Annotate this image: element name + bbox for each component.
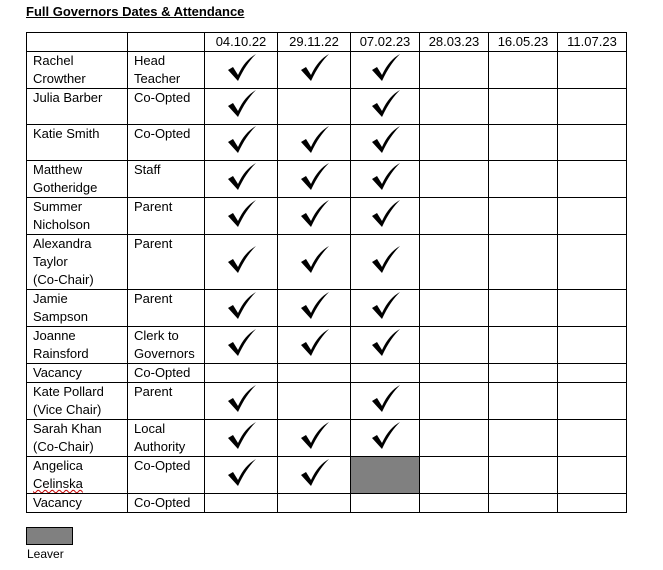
attendance-cell [351,290,420,327]
governor-role-cell [128,52,205,89]
governor-name: Angelica [33,458,83,473]
attendance-cell-empty [558,52,627,89]
attendance-cell-empty [351,364,420,383]
checkmark-icon [224,89,258,119]
attendance-cell-empty [278,383,351,420]
governor-name: Rachel [33,53,74,68]
governor-role: Governors [134,346,195,361]
attendance-cell-empty [420,161,489,198]
governor-role-cell [128,125,205,161]
attendance-cell-empty [489,383,558,420]
checkmark-icon [368,89,402,119]
attendance-cell [205,383,278,420]
checkmark-icon [224,384,258,414]
attendance-cell-empty [558,89,627,125]
attendance-cell-empty [420,198,489,235]
governor-name-cell [27,383,128,420]
attendance-cell-empty [420,290,489,327]
date-header: 28.03.23 [420,33,489,52]
governor-name: Nicholson [33,217,91,232]
attendance-cell-empty [489,457,558,494]
attendance-cell-empty [489,327,558,364]
checkmark-icon [297,328,331,358]
attendance-cell [278,52,351,89]
checkmark-icon [224,328,258,358]
checkmark-icon [224,458,258,488]
attendance-cell-empty [489,125,558,161]
attendance-cell [205,327,278,364]
attendance-cell-empty [558,327,627,364]
date-header: 29.11.22 [278,33,351,52]
governor-role: Parent [134,199,173,214]
checkmark-icon [224,245,258,275]
attendance-cell [278,327,351,364]
governor-role: Co-Opted [134,458,191,473]
governor-role: Parent [134,291,173,306]
attendance-cell [351,420,420,457]
governor-role-cell [128,457,205,494]
date-header: 04.10.22 [205,33,278,52]
governor-name-cell [27,235,128,290]
attendance-cell [278,161,351,198]
attendance-cell-empty [420,383,489,420]
date-header: 16.05.23 [489,33,558,52]
checkmark-icon [368,199,402,229]
governor-name-cell [27,457,128,494]
governor-name: Jamie [33,291,68,306]
attendance-cell-empty [558,161,627,198]
attendance-cell-empty [558,235,627,290]
attendance-cell [205,290,278,327]
attendance-cell-empty [489,52,558,89]
governor-name: Matthew [33,162,83,177]
governor-role: Teacher [134,71,181,86]
attendance-cell-empty [489,494,558,513]
attendance-cell [351,89,420,125]
attendance-cell [351,161,420,198]
attendance-cell [278,290,351,327]
table-row [27,364,627,383]
attendance-cell-empty [420,327,489,364]
attendance-cell-empty [420,494,489,513]
attendance-cell-empty [278,494,351,513]
governor-name: Summer [33,199,83,214]
attendance-cell-empty [351,494,420,513]
attendance-cell-empty [558,364,627,383]
attendance-cell [351,198,420,235]
attendance-cell-empty [489,89,558,125]
checkmark-icon [224,421,258,451]
attendance-cell [205,235,278,290]
checkmark-icon [368,421,402,451]
attendance-cell-empty [278,364,351,383]
governor-name-cell [27,420,128,457]
attendance-cell [205,198,278,235]
attendance-cell-empty [489,198,558,235]
attendance-cell-empty [420,52,489,89]
governor-role: Parent [134,384,173,399]
date-header: 11.07.23 [558,33,627,52]
attendance-cell [351,125,420,161]
attendance-cell [205,457,278,494]
table-row [27,161,627,198]
checkmark-icon [224,53,258,83]
attendance-cell [205,125,278,161]
attendance-cell [278,235,351,290]
checkmark-icon [368,291,402,321]
table-row [27,235,627,290]
checkmark-icon [297,162,331,192]
governor-role-cell [128,290,205,327]
governor-role: Authority [134,439,186,454]
governor-name-cell [27,125,128,161]
attendance-cell-empty [558,198,627,235]
checkmark-icon [297,458,331,488]
table-row [27,383,627,420]
governor-role: Co-Opted [134,90,191,105]
governor-name: Katie Smith [33,126,100,141]
governor-name: Celinska [33,476,83,491]
governor-role-cell [128,89,205,125]
governor-name-cell [27,161,128,198]
table-row [27,420,627,457]
attendance-cell-empty [489,420,558,457]
date-header: 07.02.23 [351,33,420,52]
attendance-table [26,32,627,513]
governor-role: Head [134,53,166,68]
governor-role-cell [128,198,205,235]
attendance-cell-empty [420,89,489,125]
governor-name: Crowther [33,71,86,86]
checkmark-icon [224,162,258,192]
checkmark-icon [297,245,331,275]
table-row [27,290,627,327]
legend-leaver-label: Leaver [27,547,64,561]
governor-name: (Co-Chair) [33,272,94,287]
attendance-cell [351,383,420,420]
governor-name: Sampson [33,309,88,324]
table-row [27,198,627,235]
governor-role: Co-Opted [134,495,191,510]
table-row [27,327,627,364]
checkmark-icon [368,125,402,155]
checkmark-icon [224,199,258,229]
governor-role: Co-Opted [134,365,191,380]
checkmark-icon [297,291,331,321]
governor-name: Taylor [33,254,68,269]
header-role-cell [128,33,205,52]
checkmark-icon [368,245,402,275]
governor-role: Parent [134,236,173,251]
governor-role-cell [128,364,205,383]
governor-name-cell [27,364,128,383]
attendance-cell-empty [420,420,489,457]
attendance-cell [351,52,420,89]
attendance-cell [278,420,351,457]
governor-name: Vacancy [33,495,82,510]
attendance-cell-empty [558,290,627,327]
checkmark-icon [368,328,402,358]
attendance-cell [278,198,351,235]
attendance-cell-empty [558,383,627,420]
attendance-cell-empty [489,290,558,327]
checkmark-icon [297,125,331,155]
header-name-cell [27,33,128,52]
governor-name: Sarah Khan [33,421,102,436]
governor-role-cell [128,494,205,513]
governor-name-cell [27,327,128,364]
governor-name: Kate Pollard [33,384,104,399]
table-row [27,494,627,513]
checkmark-icon [224,291,258,321]
checkmark-icon [368,162,402,192]
attendance-cell [278,125,351,161]
legend-leaver-swatch [26,527,73,545]
attendance-cell-empty [278,89,351,125]
checkmark-icon [224,125,258,155]
attendance-cell-empty [420,364,489,383]
attendance-cell-empty [420,235,489,290]
attendance-cell-empty [420,457,489,494]
governor-name-cell [27,89,128,125]
attendance-cell [351,327,420,364]
governor-role: Staff [134,162,161,177]
governor-name-cell [27,52,128,89]
leaver-cell [351,457,420,494]
governor-name: Gotheridge [33,180,98,195]
governor-role-cell [128,383,205,420]
table-row [27,457,627,494]
governor-role: Clerk to [134,328,179,343]
governor-name: Joanne [33,328,76,343]
checkmark-icon [297,421,331,451]
attendance-cell-empty [489,161,558,198]
checkmark-icon [297,199,331,229]
attendance-cell [205,89,278,125]
governor-name: Rainsford [33,346,89,361]
table-row [27,52,627,89]
attendance-cell [205,52,278,89]
attendance-cell-empty [558,125,627,161]
attendance-cell-empty [489,235,558,290]
governor-name-cell [27,198,128,235]
page-title: Full Governors Dates & Attendance [26,4,245,19]
governor-name: (Co-Chair) [33,439,94,454]
checkmark-icon [368,53,402,83]
checkmark-icon [297,53,331,83]
governor-name: Julia Barber [33,90,103,105]
table-row [27,89,627,125]
governor-role-cell [128,161,205,198]
governor-name-cell [27,290,128,327]
attendance-cell-empty [205,494,278,513]
governor-name: Alexandra [33,236,92,251]
governor-name-cell [27,494,128,513]
table-row [27,125,627,161]
attendance-cell-empty [558,420,627,457]
attendance-cell [205,161,278,198]
header-row [27,33,627,52]
checkmark-icon [368,384,402,414]
attendance-cell-empty [558,457,627,494]
governor-role-cell [128,420,205,457]
attendance-cell-empty [558,494,627,513]
attendance-cell [351,235,420,290]
governor-role-cell [128,327,205,364]
governor-role: Co-Opted [134,126,191,141]
governor-role: Local [134,421,166,436]
attendance-cell-empty [489,364,558,383]
governor-role-cell [128,235,205,290]
attendance-cell [278,457,351,494]
governor-name: Vacancy [33,365,82,380]
attendance-cell [205,420,278,457]
governor-name: (Vice Chair) [33,402,102,417]
attendance-cell-empty [420,125,489,161]
attendance-cell-empty [205,364,278,383]
